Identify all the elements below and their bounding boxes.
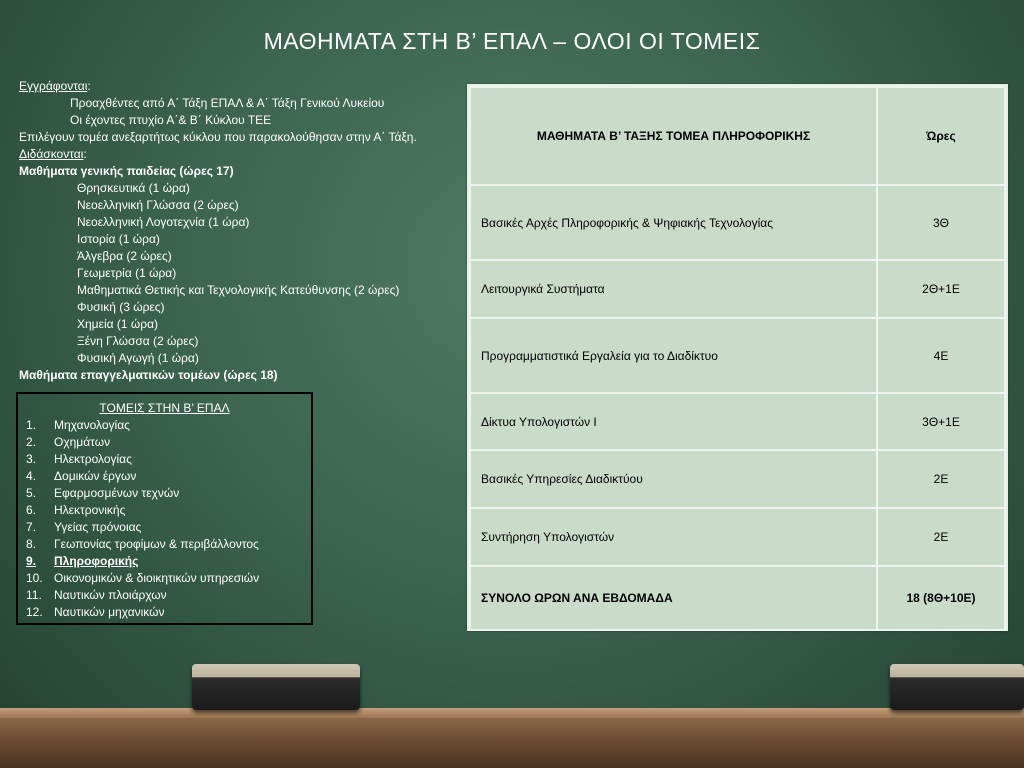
sector-number: 2. [26, 435, 37, 449]
eraser-right [890, 664, 1024, 710]
taught-colon: : [83, 147, 87, 161]
sector-item [18, 417, 311, 434]
row-subject: Δίκτυα Υπολογιστών Ι [470, 393, 877, 450]
sector-label: Ηλεκτρολογίας [54, 452, 132, 466]
sector-item [18, 536, 311, 553]
row-hours: 2Ε [877, 450, 1005, 508]
general-item: Νεοελληνική Γλώσσα (2 ώρες) [77, 198, 239, 212]
sector-item [18, 570, 311, 587]
general-item: Γεωμετρία (1 ώρα) [77, 266, 177, 280]
info-text-block [19, 78, 469, 384]
enroll-line-1: Προαχθέντες από Α΄ Τάξη ΕΠΑΛ & Α΄ Τάξη Γενικού Λυκείου [70, 96, 385, 110]
sector-label: Εφαρμοσμένων τεχνών [54, 486, 180, 500]
taught-label: Διδάσκονται [19, 147, 84, 161]
sector-label: Υγείας πρόνοιας [54, 520, 142, 534]
sector-number: 6. [26, 503, 37, 517]
sector-label: Οικονομικών & διοικητικών υπηρεσιών [54, 571, 260, 585]
table-row [470, 393, 1005, 450]
row-hours: 4Ε [877, 318, 1005, 393]
row-hours: 2Ε [877, 508, 1005, 566]
row-subject: Βασικές Υπηρεσίες Διαδικτύου [470, 450, 877, 508]
row-subject: Βασικές Αρχές Πληροφορικής & Ψηφιακής Τεχνολογίας [470, 185, 877, 260]
row-hours: 2Θ+1Ε [877, 260, 1005, 318]
table-row [470, 260, 1005, 318]
courses-table [469, 86, 1006, 631]
enroll-line [19, 78, 469, 95]
row-hours: 3Θ [877, 185, 1005, 260]
choose-line: Επιλέγουν τομέα ανεξαρτήτως κύκλου που παρακολούθησαν στην Α΄ Τάξη. [19, 130, 417, 144]
vocational-heading: Μαθήματα επαγγελματικών τομέων (ώρες 18) [19, 368, 278, 382]
taught-line [19, 146, 469, 163]
sector-number: 12. [26, 605, 43, 619]
total-label: ΣΥΝΟΛΟ ΩΡΩΝ ΑΝΑ ΕΒΔΟΜΑΔΑ [470, 566, 877, 630]
header-subject: ΜΑΘΗΜΑΤΑ Β’ ΤΑΞΗΣ ΤΟΜΕΑ ΠΛΗΡΟΦΟΡΙΚΗΣ [470, 87, 877, 185]
general-item: Ξένη Γλώσσα (2 ώρες) [77, 334, 199, 348]
sector-item [18, 434, 311, 451]
general-heading: Μαθήματα γενικής παιδείας (ώρες 17) [19, 164, 234, 178]
general-item: Νεοελληνική Λογοτεχνία (1 ώρα) [77, 215, 250, 229]
sector-label: Οχημάτων [54, 435, 111, 449]
general-item: Φυσική Αγωγή (1 ώρα) [77, 351, 199, 365]
eraser-left [192, 664, 360, 710]
sector-item [18, 502, 311, 519]
enroll-label: Εγγράφονται [19, 79, 88, 93]
table-row [470, 318, 1005, 393]
sector-label: Μηχανολογίας [54, 418, 130, 432]
total-hours: 18 (8Θ+10Ε) [877, 566, 1005, 630]
sector-item [18, 587, 311, 604]
sector-number: 11. [26, 588, 42, 602]
table-header-row [470, 87, 1005, 185]
sector-item [18, 485, 311, 502]
table-row [470, 450, 1005, 508]
row-subject: Συντήρηση Υπολογιστών [470, 508, 877, 566]
sector-number: 7. [26, 520, 37, 534]
sector-label: Ναυτικών μηχανικών [54, 605, 165, 619]
sector-label: Ναυτικών πλοιάρχων [54, 588, 167, 602]
sectors-box [16, 392, 313, 625]
row-hours: 3Θ+1Ε [877, 393, 1005, 450]
sector-number: 4. [26, 469, 37, 483]
chalk-ledge-top [0, 708, 1024, 718]
sector-label: Πληροφορικής [54, 554, 139, 568]
table-total-row [470, 566, 1005, 630]
page-title: ΜΑΘΗΜΑΤΑ ΣΤΗ Β’ ΕΠΑΛ – ΟΛΟΙ ΟΙ ΤΟΜΕΙΣ [263, 28, 761, 54]
sector-item [18, 451, 311, 468]
table-row [470, 508, 1005, 566]
sector-number: 3. [26, 452, 37, 466]
general-item: Θρησκευτικά (1 ώρα) [77, 181, 190, 195]
sector-label: Ηλεκτρονικής [54, 503, 126, 517]
sector-item-highlighted [18, 553, 311, 570]
sector-number: 9. [26, 554, 37, 568]
table-row [470, 185, 1005, 260]
row-subject: Λειτουργικά Συστήματα [470, 260, 877, 318]
general-item: Φυσική (3 ώρες) [77, 300, 165, 314]
sector-label: Γεωπονίας τροφίμων & περιβάλλοντος [54, 537, 259, 551]
sector-number: 8. [26, 537, 37, 551]
sector-item [18, 604, 311, 621]
sectors-heading: ΤΟΜΕΙΣ ΣΤΗΝ Β’ ΕΠΑΛ [99, 401, 230, 415]
general-item: Άλγεβρα (2 ώρες) [77, 249, 172, 263]
sector-number: 1. [26, 418, 37, 432]
sector-item [18, 519, 311, 536]
general-item: Μαθηματικά Θετικής και Τεχνολογικής Κατεύθυνσης (2 ώρες) [77, 283, 400, 297]
enroll-colon: : [87, 79, 91, 93]
general-item: Ιστορία (1 ώρα) [77, 232, 160, 246]
sector-item [18, 468, 311, 485]
enroll-line-2: Οι έχοντες πτυχίο Α΄& Β΄ Κύκλου ΤΕΕ [70, 113, 272, 127]
header-hours: Ώρες [877, 87, 1005, 185]
sector-label: Δομικών έργων [54, 469, 137, 483]
general-item: Χημεία (1 ώρα) [77, 317, 159, 331]
row-subject: Προγραμματιστικά Εργαλεία για το Διαδίκτυο [470, 318, 877, 393]
courses-table-container [467, 84, 1008, 631]
sector-number: 5. [26, 486, 37, 500]
sector-number: 10. [26, 571, 43, 585]
